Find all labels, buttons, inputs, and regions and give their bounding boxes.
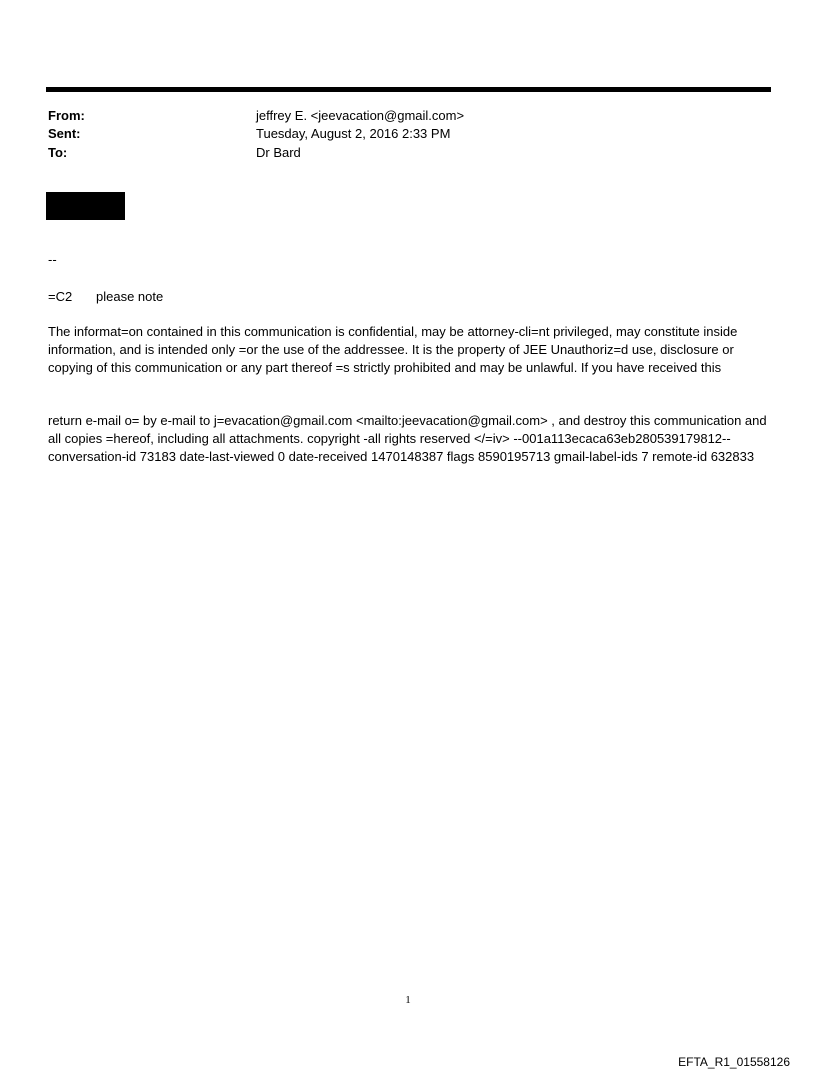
sent-value: Tuesday, August 2, 2016 2:33 PM (256, 126, 451, 141)
please-note-text: please note (96, 289, 164, 304)
to-label: To: (48, 145, 68, 160)
confidentiality-paragraph: The informat=on contained in this communication is confidential, may be attorney-cli=nt privileged, may constitute inside information, and is intended only =or the use of the addressee. It is the property of JEE Unauthoriz=d use, disclosure or copying of this communication or any part thereof =s strictly prohibited and may be unlawful. If you have received this (48, 324, 738, 375)
header-rule (46, 87, 771, 92)
from-label: From: (48, 108, 85, 123)
return-email-paragraph: return e-mail o= by e-mail to j=evacation@gmail.com <mailto:jeevacation@gmail.com> , and destroy this communication and all copies =hereof, including all attachments. copyright -all rights reserved </=iv> --001a113ecaca63eb280539179812-- conversation-id 73183 date-last-viewed 0 date-received 1470148387 flags 8590195713 gmail-label-ids 7 remote-id 632833 (48, 413, 767, 464)
redaction-block (46, 192, 125, 220)
page-number: 1 (405, 994, 411, 1006)
c2-prefix: =C2 (48, 289, 73, 304)
sent-label: Sent: (48, 126, 81, 141)
to-value: Dr Bard (256, 145, 301, 160)
bates-number: EFTA_R1_01558126 (678, 1055, 790, 1069)
signature-separator: -- (48, 252, 57, 267)
from-value: jeffrey E. <jeevacation@gmail.com> (256, 108, 465, 123)
